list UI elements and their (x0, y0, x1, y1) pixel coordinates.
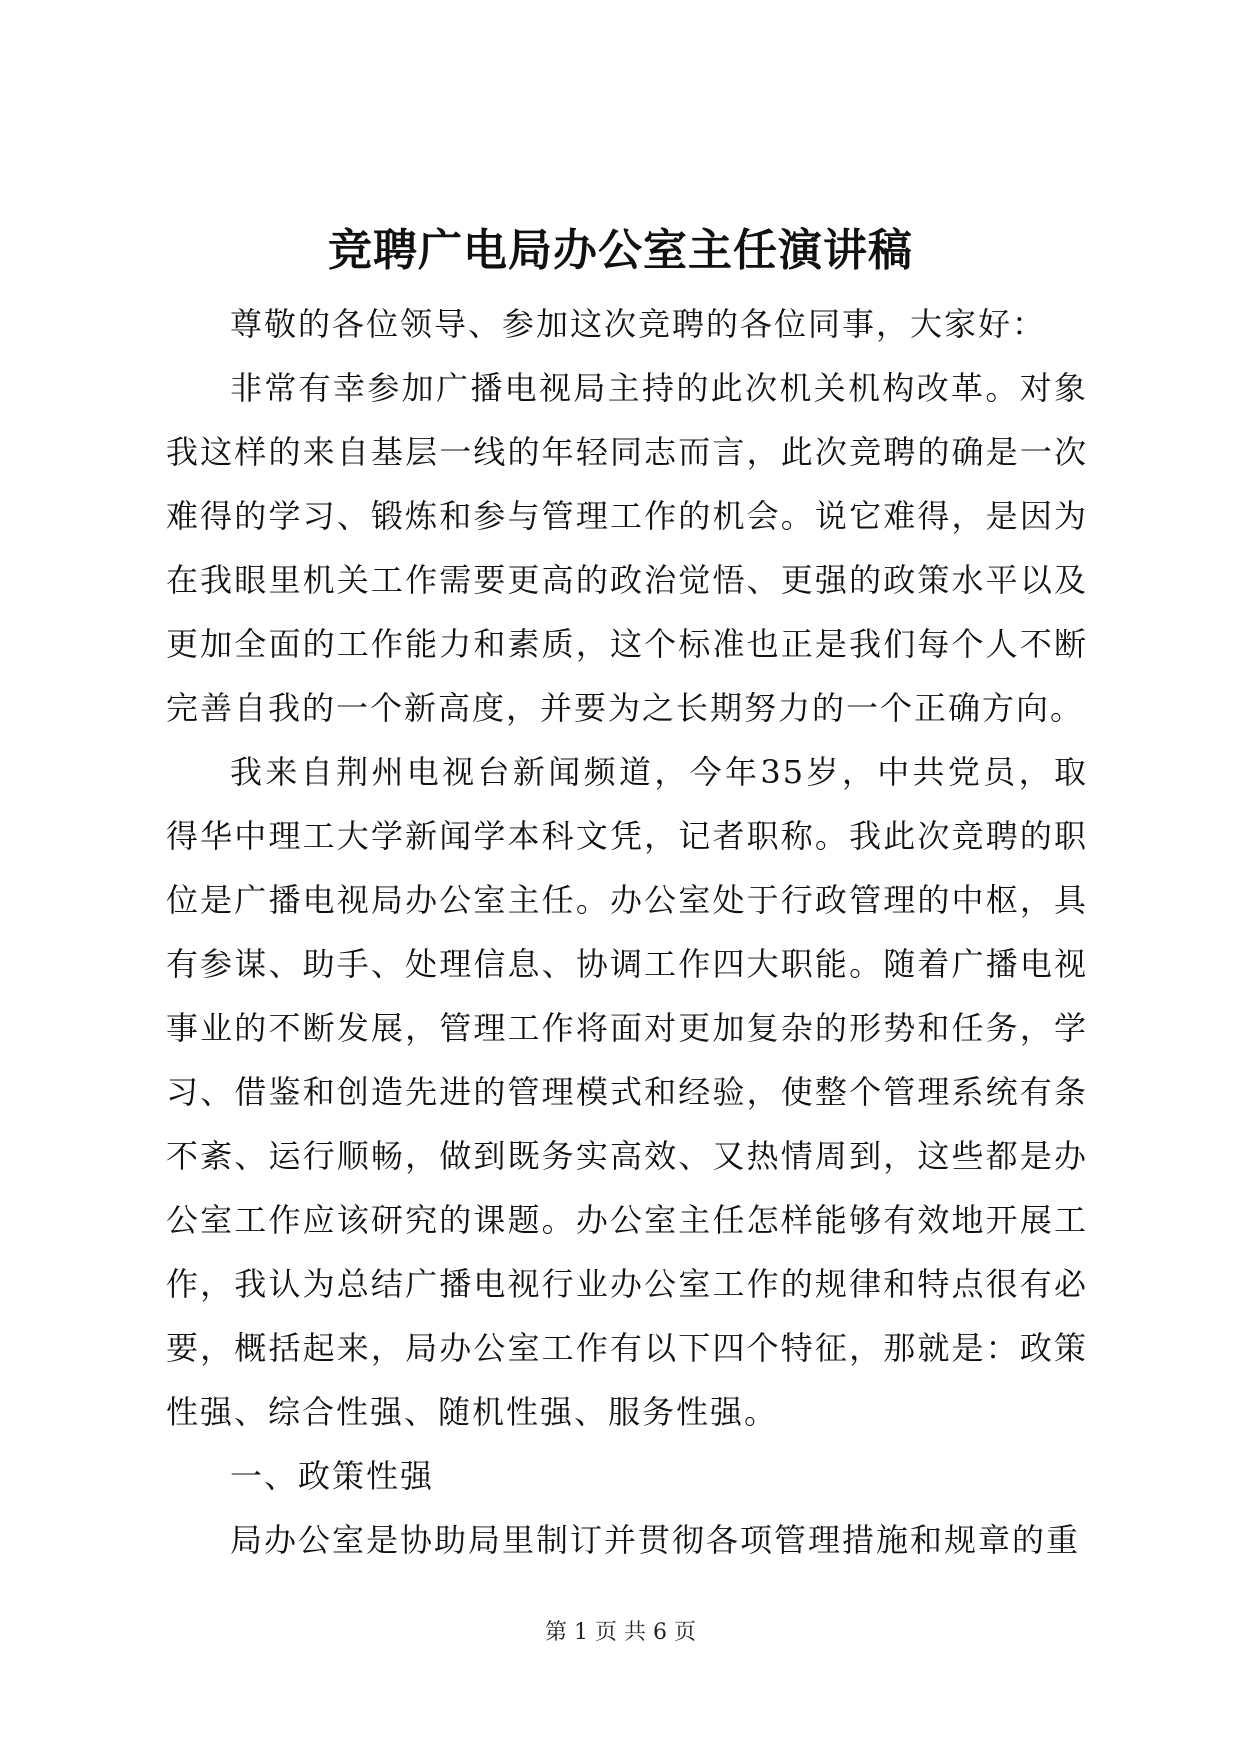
section-heading-policy: 一、政策性强 (230, 1457, 435, 1495)
paragraph-introduction: 非常有幸参加广播电视局主持的此次机关机构改革。对象我这样的来自基层一线的年轻同志而言，此次竞聘的确是一次难得的学习、锻炼和参与管理工作的机会。说它难得，是因为在我眼里机关工作需要更高的政治觉悟、更强的政策水平以及更加全面的工作能力和素质，这个标准也正是我们每个人不断完善自我的一个新高度，并要为之长期努力的一个正确方向。 (166, 369, 1088, 727)
paragraph-greeting: 尊敬的各位领导、参加这次竞聘的各位同事，大家好： (230, 305, 1047, 343)
page-number-footer: 第 1 页 共 6 页 (545, 1620, 696, 1645)
document-body (166, 292, 1088, 1572)
paragraph-background: 我来自荆州电视台新闻频道，今年35岁，中共党员，取得华中理工大学新闻学本科文凭，记者职称。我此次竞聘的职位是广播电视局办公室主任。办公室处于行政管理的中枢，具有参谋、助手、处理信息、协调工作四大职能。随着广播电视事业的不断发展，管理工作将面对更加复杂的形势和任务，学习、借鉴和创造先进的管理模式和经验，使整个管理系统有条不紊、运行顺畅，做到既务实高效、又热情周到，这些都是办公室工作应该研究的课题。办公室主任怎样能够有效地开展工作，我认为总结广播电视行业办公室工作的规律和特点很有必要，概括起来，局办公室工作有以下四个特征，那就是：政策性强、综合性强、随机性强、服务性强。 (166, 753, 1088, 1431)
paragraph-policy: 局办公室是协助局里制订并贯彻各项管理措施和规章的重 (230, 1521, 1081, 1559)
document-title: 竞聘广电局办公室主任演讲稿 (328, 225, 913, 276)
